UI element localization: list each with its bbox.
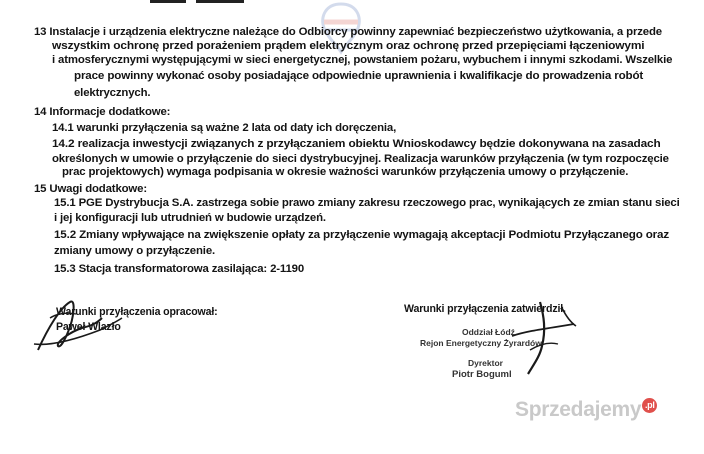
stamp-line: Rejon Energetyczny Żyrardów xyxy=(420,338,542,348)
section13-line: 13 Instalacje i urządzenia elektryczne należące do Odbiorcy powinny zapewniać bezpieczeństwo użytkowania, a przede xyxy=(34,26,662,38)
section15-heading: 15 Uwagi dodatkowe: xyxy=(34,183,147,195)
section15-line: 15.3 Stacja transformatorowa zasilająca: 2-1190 xyxy=(54,263,305,275)
handwritten-signature-right xyxy=(500,294,580,384)
stamp-line: Oddział Łódź xyxy=(462,327,515,337)
section14-line: 14.1 warunki przyłączenia są ważne 2 lata od daty ich doręczenia, xyxy=(52,122,397,134)
handwritten-signature-left xyxy=(30,288,125,358)
top-edge-mark xyxy=(150,0,186,3)
section13-line: elektrycznych. xyxy=(74,87,151,99)
section14-line: prac projektowych) wymaga podpisania w okresie ważności warunków przyłączenia umowy o przyłączenie. xyxy=(62,166,629,178)
section15-line: i jej konfiguracji lub utrudnień w budowie urządzeń. xyxy=(54,212,326,224)
top-edge-mark xyxy=(196,0,244,3)
section13-line: prace powinny wykonać osoby posiadające odpowiednie uprawnienia i kwalifikacje do prowadzenia robót xyxy=(74,70,644,82)
right-signature-title: Warunki przyłączenia zatwierdził. xyxy=(404,303,566,315)
section15-line: 15.2 Zmiany wpływające na zwiększenie opłaty za przyłączenie wymagają akceptacji Podmiotu Przyłączanego oraz xyxy=(54,229,670,241)
section15-line: 15.1 PGE Dystrybucja S.A. zastrzega sobie prawo zmiany zakresu rzeczowego prac, wynikających ze zmian stanu sieci xyxy=(54,197,680,209)
section14-line: 14.2 realizacja inwestycji związanych z przyłączaniem obiektu Wnioskodawcy będzie dokonywana na zasadach xyxy=(52,138,661,150)
left-signature-name: Paweł Wlazło xyxy=(56,321,121,333)
section13-line: i atmosferycznymi występującymi w sieci energetycznej, powstaniem pożaru, wybuchem i innymi szkodami. Wszelkie xyxy=(52,54,673,66)
section14-line: określonych w umowie o przyłączenie do sieci dystrybucyjnej. Realizacja warunków przyłączenia (w tym rozpoczęcie xyxy=(52,153,669,165)
watermark-brand: Sprzedajemy xyxy=(515,398,642,421)
section15-line: zmiany umowy o przyłączenie. xyxy=(54,245,216,257)
left-signature-title: Warunki przyłączenia opracował: xyxy=(56,306,218,318)
stamp-line: Dyrektor xyxy=(468,358,503,368)
sprzedajemy-watermark xyxy=(515,398,657,422)
watermark-suffix: .pl xyxy=(642,398,657,413)
stamp-line: Piotr Boguml xyxy=(452,369,512,380)
section13-line: wszystkim ochronę przed porażeniem prądem elektrycznym oraz ochronę przed przepięciami łączeniowymi xyxy=(52,40,645,52)
section14-heading: 14 Informacje dodatkowe: xyxy=(34,106,171,118)
